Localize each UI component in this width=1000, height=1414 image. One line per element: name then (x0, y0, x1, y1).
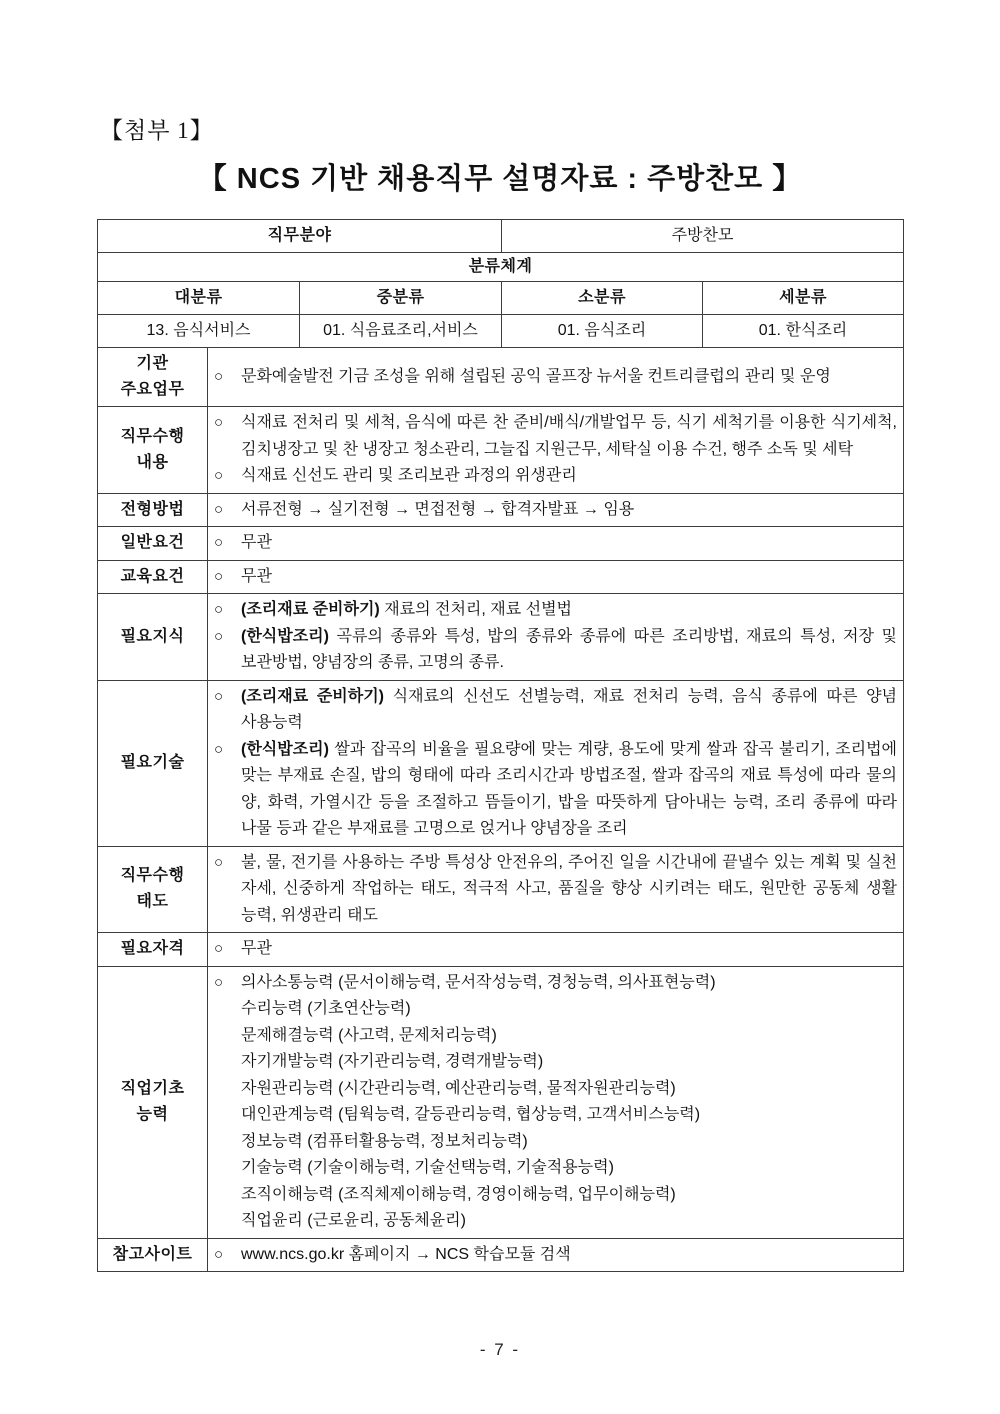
job-field-row (98, 220, 904, 253)
circle-bullet-icon: ○ (214, 601, 224, 618)
circle-bullet-icon: ○ (214, 534, 224, 551)
circle-bullet-icon: ○ (214, 940, 224, 957)
job-field-label: 직무분야 (98, 220, 502, 253)
row-content (208, 493, 904, 527)
job-table-head (98, 220, 904, 348)
table-row (98, 1238, 904, 1272)
row-content (208, 560, 904, 594)
content-line: 직업윤리 (근로윤리, 공동체윤리) (241, 1212, 466, 1229)
row-label: 필요지식 (98, 594, 208, 681)
circle-bullet-icon: ○ (214, 627, 224, 645)
row-content (208, 966, 904, 1238)
bold-prefix: (조리재료 준비하기) (241, 687, 393, 705)
content-line: ○ www.ncs.go.kr 홈페이지 → NCS 학습모듈 검색 (214, 1242, 897, 1269)
content-line: 기술능력 (기술이해능력, 기술선택능력, 기술적용능력) (241, 1159, 614, 1176)
table-row (98, 594, 904, 681)
circle-bullet-icon: ○ (214, 853, 224, 871)
content-line: ○ (조리재료 준비하기) 식재료의 신선도 선별능력, 재료 전처리 능력, 음식 종류에 따른 양념 사용능력 (214, 684, 897, 737)
circle-bullet-icon: ○ (214, 367, 224, 385)
row-content (208, 1238, 904, 1272)
job-description-table (97, 219, 904, 1272)
classification-col-value: 01. 음식조리 (502, 315, 703, 348)
classification-col-value: 01. 식음료조리,서비스 (300, 315, 502, 348)
circle-bullet-icon: ○ (214, 414, 224, 431)
job-table-body (98, 348, 904, 1272)
job-field-value: 주방찬모 (502, 220, 904, 253)
circle-bullet-icon: ○ (214, 973, 224, 991)
classification-col-label: 중분류 (300, 282, 502, 315)
content-line: ○ (한식밥조리) 쌀과 잡곡의 비율을 필요량에 맞는 계량, 용도에 맞게 쌀과 잡곡 불리기, 조리법에 맞는 부재료 손질, 밥의 형태에 따라 조리시간과 방법조절, 쌀과 잡곡의 재료 특성에 따라 물의 양, 화력, 가열시간 등을 조절하고 뜸들이기, 밥을 따뜻하게 담아내는 능력, 조리 종류에 따라 나물 등과 같은 부재료를 고명으로 얹거나 양념장을 조리 (214, 737, 897, 843)
content-line: ○ 서류전형 → 실기전형 → 면접전형 → 합격자발표 → 임용 (214, 497, 897, 524)
bold-prefix: (조리재료 준비하기) (241, 601, 385, 618)
content-line: ○ 무관 (214, 564, 897, 591)
table-row (98, 493, 904, 527)
table-row (98, 933, 904, 967)
content-line: 수리능력 (기초연산능력) (241, 1000, 411, 1017)
attachment-label: 【첨부 1】 (100, 118, 214, 143)
bold-prefix: (한식밥조리) (241, 627, 337, 645)
page-number: - 7 - (479, 1340, 521, 1359)
content-line: 자기개발능력 (자기관리능력, 경력개발능력) (241, 1053, 544, 1070)
content-line: ○ 식재료 신선도 관리 및 조리보관 과정의 위생관리 (214, 463, 897, 490)
row-label: 기관 주요업무 (98, 348, 208, 407)
row-content (208, 407, 904, 494)
row-label: 직무수행 태도 (98, 846, 208, 933)
row-content (208, 348, 904, 407)
row-content (208, 680, 904, 846)
circle-bullet-icon: ○ (214, 687, 224, 705)
content-line: 조직이해능력 (조직체제이해능력, 경영이해능력, 업무이해능력) (241, 1185, 676, 1203)
content-line: ○ 식재료 전처리 및 세척, 음식에 따른 찬 준비/배식/개발업무 등, 식기 세척기를 이용한 식기세척, 김치냉장고 및 찬 냉장고 청소관리, 그늘집 지원근무, 세탁실 이용 수건, 행주 소독 및 세탁 (214, 410, 897, 463)
row-content (208, 933, 904, 967)
table-row (98, 680, 904, 846)
classification-col-label: 세분류 (703, 282, 904, 315)
table-row (98, 966, 904, 1238)
classification-header: 분류체계 (98, 253, 904, 282)
table-row (98, 527, 904, 561)
circle-bullet-icon: ○ (214, 1245, 224, 1263)
content-line: 문제해결능력 (사고력, 문제처리능력) (241, 1026, 497, 1044)
row-label: 일반요건 (98, 527, 208, 561)
content-line: 자원관리능력 (시간관리능력, 예산관리능력, 물적자원관리능력) (241, 1079, 676, 1097)
table-row (98, 846, 904, 933)
row-label: 직무수행 내용 (98, 407, 208, 494)
content-line: 대인관계능력 (팀웍능력, 갈등관리능력, 협상능력, 고객서비스능력) (241, 1106, 701, 1123)
row-content (208, 527, 904, 561)
row-content (208, 594, 904, 681)
circle-bullet-icon: ○ (214, 567, 224, 585)
classification-col-label: 소분류 (502, 282, 703, 315)
content-line: ○ 문화예술발전 기금 조성을 위해 설립된 공익 골프장 뉴서울 컨트리클럽의 관리 및 운영 (214, 364, 897, 391)
classification-labels-row (98, 282, 904, 315)
row-label: 전형방법 (98, 493, 208, 527)
content-line: ○ (한식밥조리) 곡류의 종류와 특성, 밥의 종류와 종류에 따른 조리방법, 재료의 특성, 저장 및 보관방법, 양념장의 종류, 고명의 종류. (214, 624, 897, 677)
circle-bullet-icon: ○ (214, 500, 224, 518)
row-label: 필요기술 (98, 680, 208, 846)
classification-col-value: 01. 한식조리 (703, 315, 904, 348)
content-line: ○ 무관 (214, 530, 897, 557)
bold-prefix: (한식밥조리) (241, 740, 335, 758)
table-row (98, 407, 904, 494)
circle-bullet-icon: ○ (214, 740, 224, 758)
classification-header-row (98, 253, 904, 282)
classification-col-value: 13. 음식서비스 (98, 315, 300, 348)
content-line: ○ 의사소통능력 (문서이해능력, 문서작성능력, 경청능력, 의사표현능력) (214, 970, 897, 997)
content-line: ○ (조리재료 준비하기) 재료의 전처리, 재료 선별법 (214, 597, 897, 624)
table-row (98, 560, 904, 594)
content-line: ○ 무관 (214, 936, 897, 963)
table-row (98, 348, 904, 407)
page-title: 【 NCS 기반 채용직무 설명자료 : 주방찬모 】 (197, 163, 803, 195)
classification-values-row (98, 315, 904, 348)
classification-col-label: 대분류 (98, 282, 300, 315)
row-label: 참고사이트 (98, 1238, 208, 1272)
content-line: 정보능력 (컴퓨터활용능력, 정보처리능력) (241, 1132, 528, 1150)
row-label: 교육요건 (98, 560, 208, 594)
circle-bullet-icon: ○ (214, 467, 224, 484)
row-label: 직업기초 능력 (98, 966, 208, 1238)
content-line: ○ 불, 물, 전기를 사용하는 주방 특성상 안전유의, 주어진 일을 시간내에 끝낼수 있는 계획 및 실천 자세, 신중하게 작업하는 태도, 적극적 사고, 품질을 향상 시키려는 태도, 원만한 공동체 생활 능력, 위생관리 태도 (214, 850, 897, 930)
row-label: 필요자격 (98, 933, 208, 967)
row-content (208, 846, 904, 933)
